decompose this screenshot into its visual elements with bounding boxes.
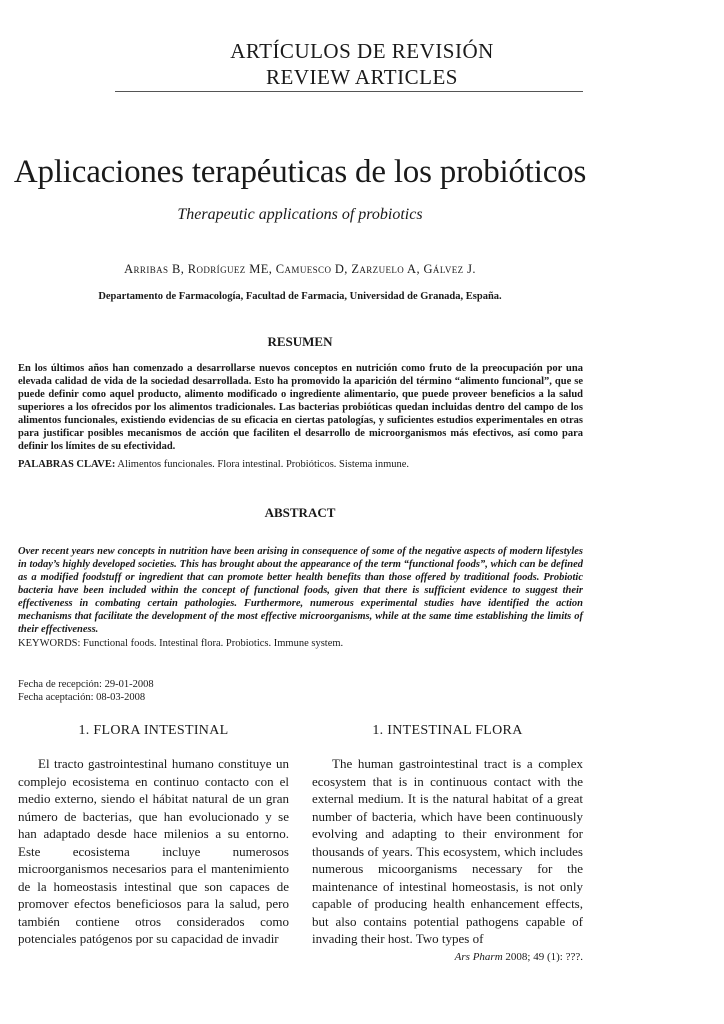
palabras-clave-label: PALABRAS CLAVE:	[18, 459, 116, 470]
page-footer	[455, 951, 583, 963]
author-list: Arribas B, Rodríguez ME, Camuesco D, Zarzuelo A, Gálvez J.	[124, 262, 476, 276]
journal-name: Ars Pharm	[454, 951, 503, 963]
abstract-text: Over recent years new concepts in nutrition have been arising in consequence of some of the negative aspects of modern lifestyles in today’s highly developed societies. This has brought about the appearance of the term “functional foods”, which can be defined as a modified foodstuff or ingredient that can promote better health benefits than those offered by traditional foods. Probiotic bacteria have been included within the concept of functional foods, given that there is sufficient evidence to suggest their effectiveness in combating certain pathologies. Furthermore, numerous experimental studies have identified the action mechanisms that facilitate the development of the most effective microorganisms, while at the same time establishing the limits of their effectiveness.	[18, 546, 583, 635]
left-column-paragraph: El tracto gastrointestinal humano constituye un complejo ecosistema en continuo contacto con el medio externo, siendo el hábitat natural de un gran número de bacterias, que han evolucionado y se han adaptado desde hace milenios a su entorno. Este ecosistema incluye numerosos microorganismos necesarios para el mantenimiento de la homeostasis intestinal que son capaces de promover efectos beneficiosos para la salud, pero también contiene otros considerados como potenciales patógenos por su capacidad de invadir	[18, 756, 289, 946]
right-column-paragraph: The human gastrointestinal tract is a complex ecosystem that is in continuous contact with the external medium. It is the natural habitat of a great number of bacteria, which have been continuously evolving and adapting to their environment for thousands of years. This ecosystem, which includes numerous micoorganisms necessary for the maintenance of intestinal homeostasis, is not only capable of producing health enhancement effects, but also contains potential pathogens capable of invading their host. Two types of	[312, 756, 583, 946]
date-accepted: Fecha aceptación: 08-03-2008	[18, 692, 146, 703]
section-title-en: REVIEW ARTICLES	[266, 65, 458, 89]
article-subtitle: Therapeutic applications of probiotics	[177, 206, 423, 223]
abstract-heading: ABSTRACT	[264, 505, 336, 520]
section-title-es: ARTÍCULOS DE REVISIÓN	[230, 39, 494, 63]
left-column-body	[18, 755, 289, 948]
resumen-heading: RESUMEN	[267, 334, 333, 349]
keywords-line: KEYWORDS: Functional foods. Intestinal flora. Probiotics. Immune system.	[18, 638, 344, 649]
article-title: Aplicaciones terapéuticas de los probióticos	[13, 154, 587, 190]
affiliation: Departamento de Farmacología, Facultad de Farmacia, Universidad de Granada, España.	[98, 291, 502, 302]
right-column-body	[312, 755, 583, 948]
header-rule	[115, 91, 583, 92]
date-received: Fecha de recepción: 29-01-2008	[18, 679, 154, 690]
left-column-heading: 1. FLORA INTESTINAL	[78, 723, 229, 738]
palabras-clave-values: Alimentos funcionales. Flora intestinal. Probióticos. Sistema inmune.	[117, 459, 410, 470]
right-column-heading: 1. INTESTINAL FLORA	[372, 723, 523, 738]
journal-citation: 2008; 49 (1): ???.	[505, 951, 583, 963]
palabras-clave	[18, 458, 583, 471]
resumen-text: En los últimos años han comenzado a desarrollarse nuevos conceptos en nutrición como fruto de la preocupación por una elevada calidad de vida de la sociedad desarrollada. Esto ha promovido la aparición del término “alimento funcional”, que se puede definir como aquel producto, alimento modificado o ingrediente alimentario, que puede proveer beneficios a la salud superiores a los ofrecidos por los alimentos tradicionales. Las bacterias probióticas quedan incluidas dentro del campo de los alimentos funcionales, existiendo evidencias de su eficacia en ciertas patologías, y suficientes estudios experimentales en otras para justificar posibles mecanismos de acción que faciliten el desarrollo de microorganismos más efectivos, así como para definir los límites de su efectividad.	[18, 363, 583, 452]
